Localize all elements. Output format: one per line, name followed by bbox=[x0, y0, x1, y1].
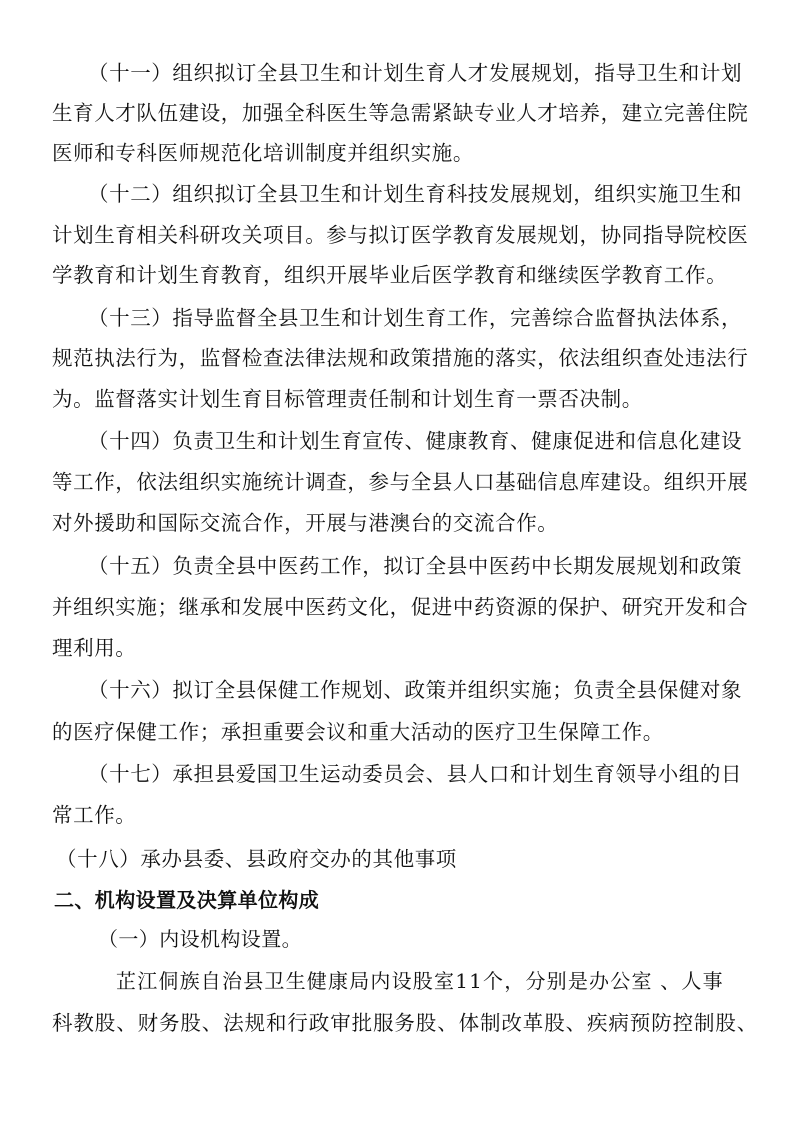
paragraph-17-line-1: （十七）承担县爱国卫生运动委员会、县人口和计划生育领导小组的日 bbox=[88, 762, 743, 786]
section-heading: 二、机构设置及决算单位构成 bbox=[54, 888, 320, 912]
paragraph-12-line-3: 学教育和计划生育教育，组织开展毕业后医学教育和继续医学教育工作。 bbox=[52, 263, 728, 287]
section-body-line-1: 芷江侗族自治县卫生健康局内设股室11个，分别是办公室 、人事 bbox=[116, 969, 724, 993]
paragraph-12-line-2: 计划生育相关科研攻关项目。参与拟订医学教育发展规划，协同指导院校医 bbox=[52, 223, 749, 247]
section-subheading: （一）内设机构设置。 bbox=[98, 927, 302, 951]
paragraph-12-line-1: （十二）组织拟订全县卫生和计划生育科技发展规划，组织实施卫生和 bbox=[88, 182, 743, 206]
paragraph-16-line-2: 的医疗保健工作；承担重要会议和重大活动的医疗卫生保障工作。 bbox=[52, 720, 664, 744]
paragraph-11-line-1: （十一）组织拟订全县卫生和计划生育人才发展规划，指导卫生和计划 bbox=[88, 61, 743, 85]
paragraph-14-line-1: （十四）负责卫生和计划生育宣传、健康教育、健康促进和信息化建设 bbox=[88, 429, 743, 453]
paragraph-17-line-2: 常工作。 bbox=[52, 803, 137, 827]
paragraph-13-line-1: （十三）指导监督全县卫生和计划生育工作，完善综合监督执法体系， bbox=[88, 306, 743, 330]
paragraph-15-line-3: 理利用。 bbox=[52, 636, 137, 660]
paragraph-13-line-2: 规范执法行为，监督检查法律法规和政策措施的落实，依法组织查处违法行 bbox=[52, 346, 749, 370]
paragraph-16-line-1: （十六）拟订全县保健工作规划、政策并组织实施；负责全县保健对象 bbox=[88, 678, 743, 702]
paragraph-14-line-3: 对外援助和国际交流合作，开展与港澳台的交流合作。 bbox=[52, 511, 559, 535]
paragraph-13-line-3: 为。监督落实计划生育目标管理责任制和计划生育一票否决制。 bbox=[52, 387, 643, 411]
section-body-line-2: 科教股、财务股、法规和行政审批服务股、体制改革股、疾病预防控制股、 bbox=[52, 1011, 759, 1035]
paragraph-18-line-1: （十八）承办县委、县政府交办的其他事项 bbox=[56, 847, 457, 871]
paragraph-11-line-3: 医师和专科医师规范化培训制度并组织实施。 bbox=[52, 141, 474, 165]
paragraph-11-line-2: 生育人才队伍建设，加强全科医生等急需紧缺专业人才培养，建立完善住院 bbox=[52, 101, 749, 125]
paragraph-15-line-1: （十五）负责全县中医药工作，拟订全县中医药中长期发展规划和政策 bbox=[88, 554, 743, 578]
paragraph-14-line-2: 等工作，依法组织实施统计调查，参与全县人口基础信息库建设。组织开展 bbox=[52, 470, 749, 494]
paragraph-15-line-2: 并组织实施；继承和发展中医药文化，促进中药资源的保护、研究开发和合 bbox=[52, 595, 749, 619]
